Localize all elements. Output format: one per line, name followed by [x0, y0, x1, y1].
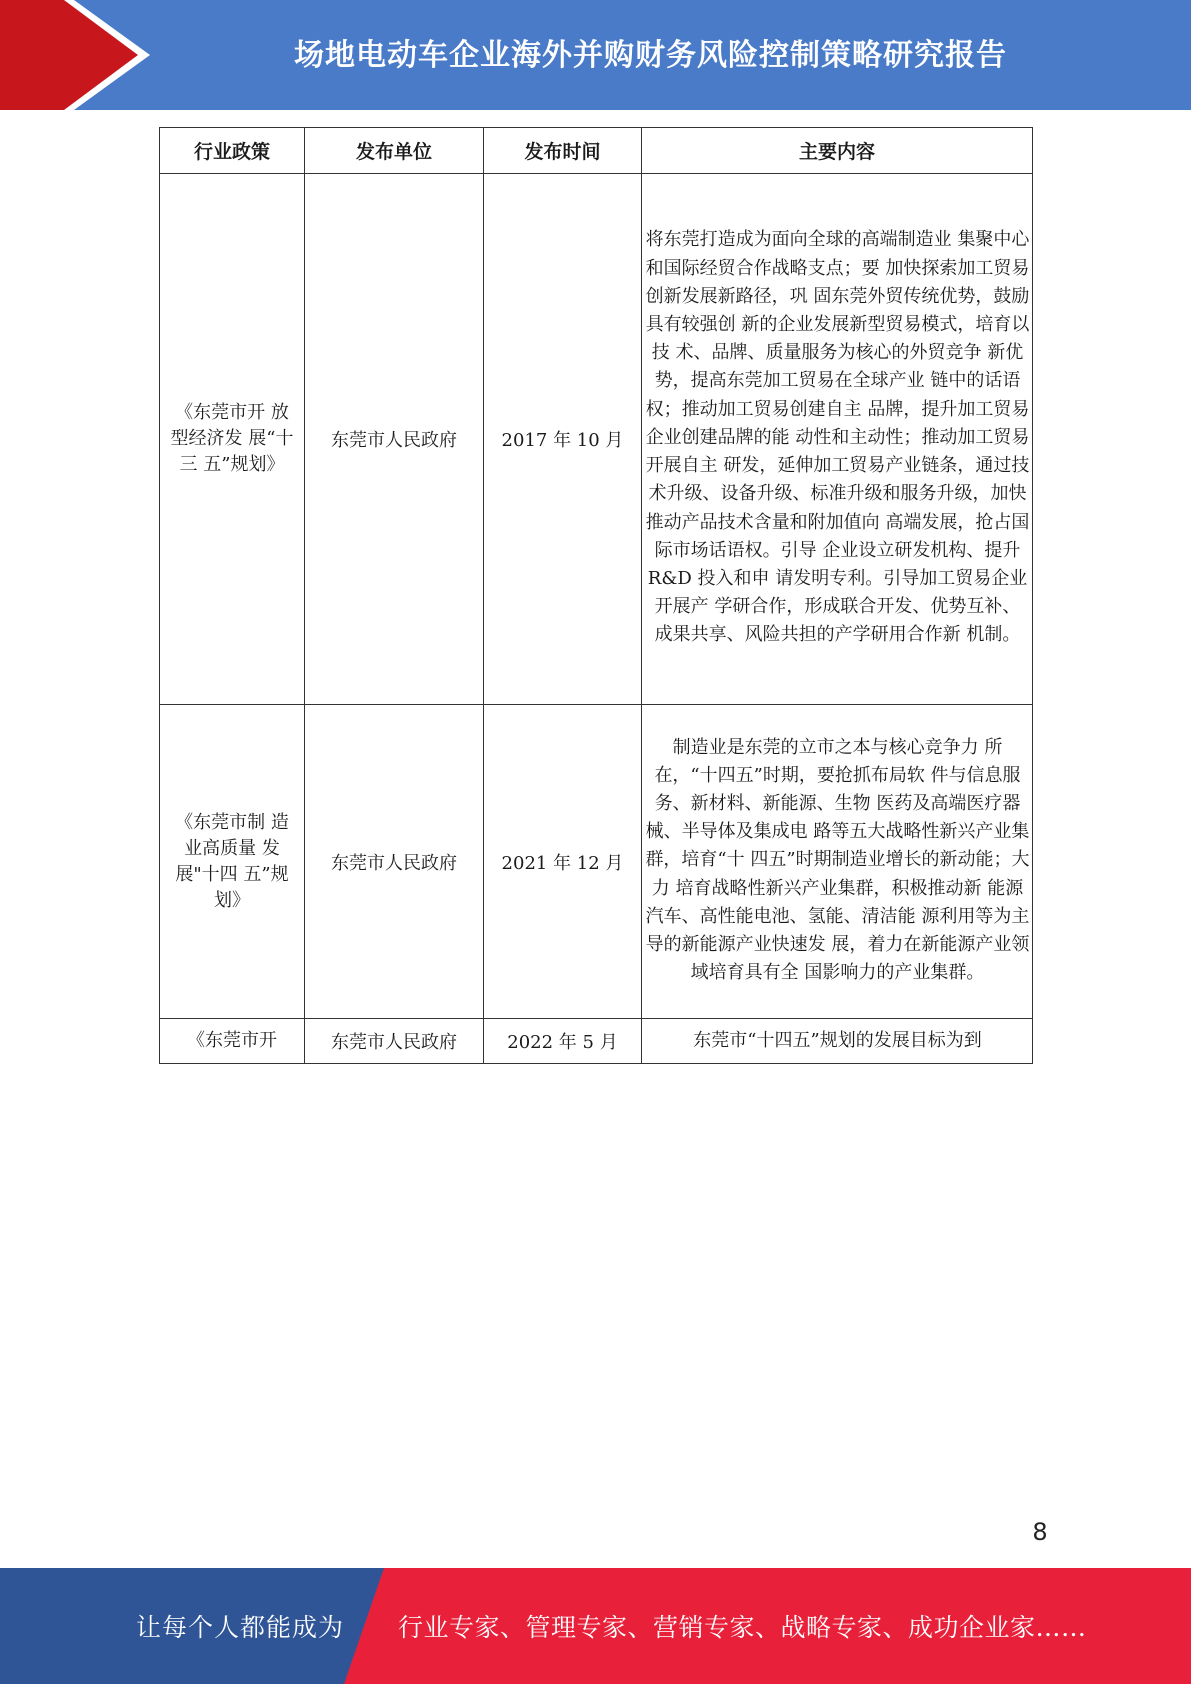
column-header-publisher: 发布单位	[305, 128, 484, 174]
content-cell: 将东莞打造成为面向全球的高端制造业 集聚中心和国际经贸合作战略支点；要 加快探索加工贸易创新发展新路径，巩 固东莞外贸传统优势，鼓励具有较强创 新的企业发展新型贸易模式，培育以技 术、品牌、质量服务为核心的外贸竞争 新优势，提高东莞加工贸易在全球产业 链中的话语权；推动加工贸易创建自主 品牌，提升加工贸易企业创建品牌的能 动性和主动性；推动加工贸易开展自主 研发，延伸加工贸易产业链条，通过技 术升级、设备升级、标准升级和服务升级，加快推动产品技术含量和附加值向 高端发展，抢占国际市场话语权。引导 企业设立研发机构、提升 R&D 投入和申 请发明专利。引导加工贸易企业开展产 学研合作，形成联合开发、优势互补、 成果共享、风险共担的产学研用合作新 机制。	[642, 174, 1033, 705]
table-header-row	[160, 128, 1033, 174]
content-cell: 东莞市“十四五”规划的发展目标为到	[642, 1019, 1033, 1064]
footer-banner	[0, 1568, 1191, 1684]
column-header-policy: 行业政策	[160, 128, 305, 174]
policy-name-cell: 《东莞市制 造业高质量 发展"十四 五”规划》	[160, 705, 305, 1019]
column-header-date: 发布时间	[484, 128, 642, 174]
footer-slogan-right: 行业专家、管理专家、营销专家、战略专家、成功企业家……	[398, 1613, 1087, 1642]
publisher-cell: 东莞市人民政府	[305, 705, 484, 1019]
content-cell: 制造业是东莞的立市之本与核心竞争力 所在，“十四五”时期，要抢抓布局软 件与信息服务、新材料、新能源、生物 医药及高端医疗器械、半导体及集成电 路等五大战略性新兴产业集群，培育“十 四五”时期制造业增长的新动能；大力 培育战略性新兴产业集群，积极推动新 能源汽车、高性能电池、氢能、清洁能 源利用等为主导的新能源产业快速发 展，着力在新能源产业领域培育具有全 国影响力的产业集群。	[642, 705, 1033, 1019]
footer-slogan-left: 让每个人都能成为	[135, 1613, 344, 1642]
column-header-content: 主要内容	[642, 128, 1033, 174]
header-banner	[0, 0, 1191, 110]
date-cell: 2021 年 12 月	[484, 705, 642, 1019]
table-row	[160, 705, 1033, 1019]
date-cell: 2017 年 10 月	[484, 174, 642, 705]
table-row	[160, 1019, 1033, 1064]
policy-name-cell: 《东莞市开	[160, 1019, 305, 1064]
table-row	[160, 174, 1033, 705]
publisher-cell: 东莞市人民政府	[305, 174, 484, 705]
policy-table	[159, 127, 1033, 1064]
date-cell: 2022 年 5 月	[484, 1019, 642, 1064]
policy-name-cell: 《东莞市开 放型经济发 展“十三 五”规划》	[160, 174, 305, 705]
publisher-cell: 东莞市人民政府	[305, 1019, 484, 1064]
chevron-logo-icon	[0, 0, 160, 110]
page-number: 8	[1032, 1518, 1048, 1546]
report-title: 场地电动车企业海外并购财务风险控制策略研究报告	[294, 38, 1007, 73]
